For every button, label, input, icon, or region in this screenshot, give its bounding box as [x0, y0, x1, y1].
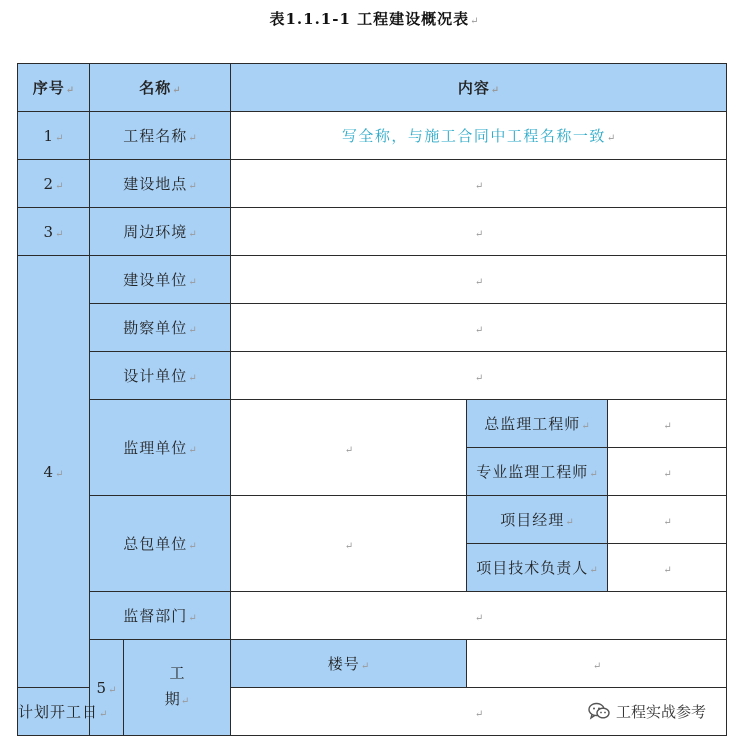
table-row [18, 400, 727, 448]
header-name: 名称↵ [90, 64, 231, 112]
general-contractor-value[interactable]: ↵ [231, 496, 467, 592]
construction-unit-value[interactable]: ↵ [231, 256, 727, 304]
wechat-icon [588, 702, 610, 720]
project-manager-value[interactable]: ↵ [608, 496, 727, 544]
oversight-dept-value[interactable]: ↵ [231, 592, 727, 640]
building-no-value[interactable]: ↵ [467, 640, 727, 688]
row-5-index: 5↵ [90, 640, 124, 736]
survey-unit-value[interactable]: ↵ [231, 304, 727, 352]
project-manager-label: 项目经理↵ [467, 496, 608, 544]
table-row [18, 304, 727, 352]
header-index: 序号↵ [18, 64, 90, 112]
table-row [18, 352, 727, 400]
table-row [18, 160, 727, 208]
row-4-index: 4↵ [18, 256, 90, 688]
row-2-index: 2↵ [18, 160, 90, 208]
chief-supervisor-value[interactable]: ↵ [608, 400, 727, 448]
construction-unit-label: 建设单位↵ [90, 256, 231, 304]
chief-supervisor-label: 总监理工程师↵ [467, 400, 608, 448]
project-name-label: 工程名称↵ [90, 112, 231, 160]
supervision-unit-value[interactable]: ↵ [231, 400, 467, 496]
project-overview-table [17, 63, 727, 736]
table-header-row [18, 64, 727, 112]
specialty-supervisor-label: 专业监理工程师↵ [467, 448, 608, 496]
location-value[interactable]: ↵ [231, 160, 727, 208]
construction-period-label: 工 期↵ [124, 640, 231, 736]
planned-start-label: 计划开工日↵ [18, 688, 90, 736]
table-title: 表1.1.1-1 工程建设概况表↵ [269, 10, 480, 28]
table-row [18, 592, 727, 640]
location-label: 建设地点↵ [90, 160, 231, 208]
table-row [18, 496, 727, 544]
supervision-unit-label: 监理单位↵ [90, 400, 231, 496]
survey-unit-label: 勘察单位↵ [90, 304, 231, 352]
header-content: 内容↵ [231, 64, 727, 112]
oversight-dept-label: 监督部门↵ [90, 592, 231, 640]
table-row [18, 640, 727, 688]
project-name-value[interactable]: 写全称，与施工合同中工程名称一致↵ [231, 112, 727, 160]
specialty-supervisor-value[interactable]: ↵ [608, 448, 727, 496]
technical-lead-label: 项目技术负责人↵ [467, 544, 608, 592]
surroundings-label: 周边环境↵ [90, 208, 231, 256]
surroundings-value[interactable]: ↵ [231, 208, 727, 256]
watermark-text: 工程实战参考 [616, 702, 707, 721]
planned-start-value[interactable]: ↵ [231, 688, 727, 736]
technical-lead-value[interactable]: ↵ [608, 544, 727, 592]
design-unit-label: 设计单位↵ [90, 352, 231, 400]
row-3-index: 3↵ [18, 208, 90, 256]
watermark [588, 698, 738, 724]
row-1-index: 1↵ [18, 112, 90, 160]
table-row [18, 112, 727, 160]
table-row [18, 208, 727, 256]
building-no-label: 楼号↵ [231, 640, 467, 688]
table-row [18, 256, 727, 304]
general-contractor-label: 总包单位↵ [90, 496, 231, 592]
design-unit-value[interactable]: ↵ [231, 352, 727, 400]
